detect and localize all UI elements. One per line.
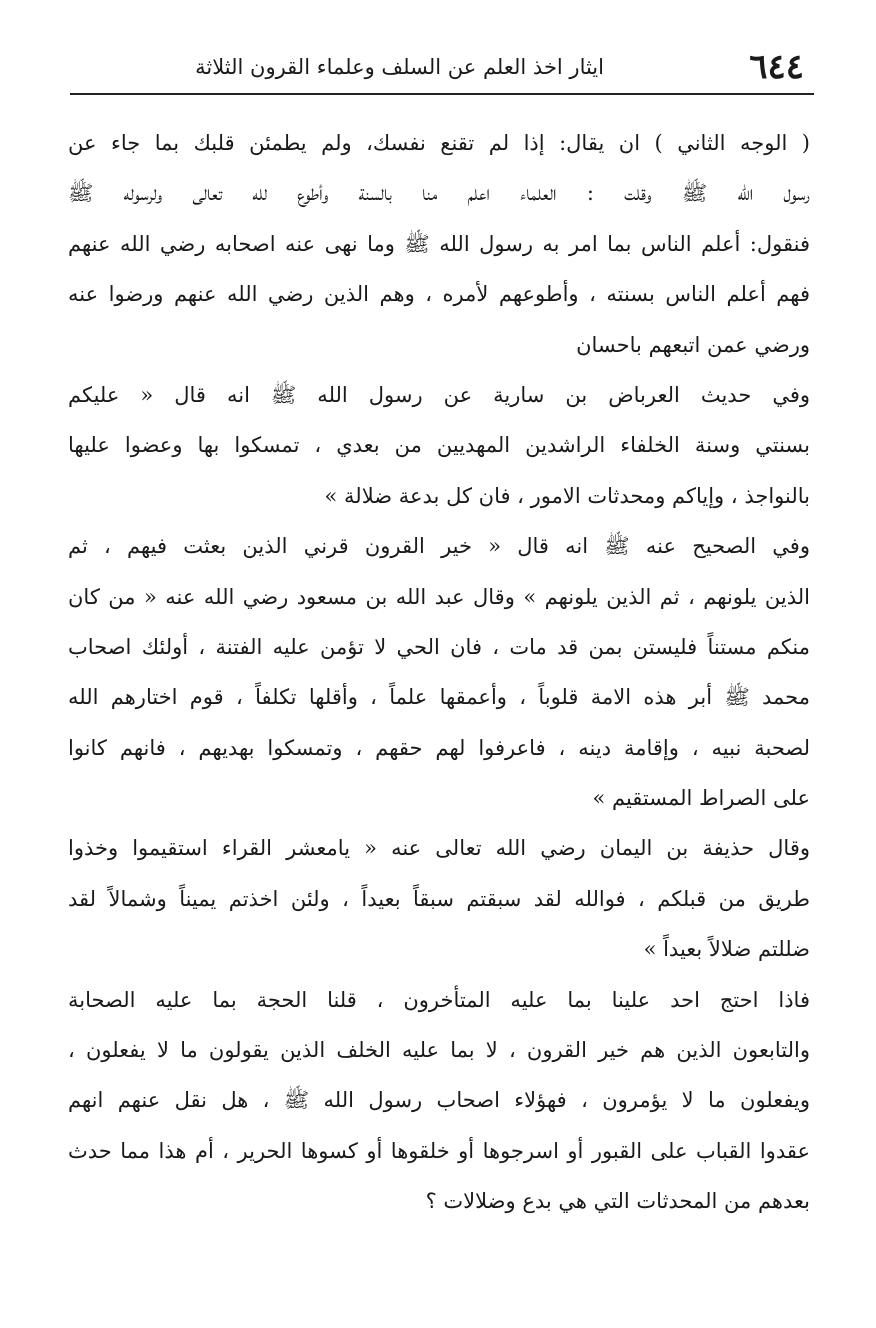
text-line: منكم مستناً فليستن بمن قد مات ، فان الحي لا تؤمن عليه الفتنة ، أولئك اصحاب	[68, 634, 810, 659]
running-title: ايثار اخذ العلم عن السلف وعلماء القرون الثلاثة	[195, 55, 604, 79]
text-line: ويفعلون ما لا يؤمرون ، فهؤلاء اصحاب رسول الله ﷺ ، هل نقل عنهم انهم	[68, 1088, 810, 1113]
text-line: بعدهم من المحدثات التي هي بدع وضلالات ؟	[425, 1189, 810, 1214]
text-line: الذين يلونهم ، ثم الذين يلونهم » وقال عبد الله بن مسعود رضي الله عنه « من كان	[68, 584, 810, 609]
text-line: رسول الله ﷺ وقلت : العلماء اعلم منا بالسنة وأطوع لله تعالى ولرسوله ﷺ	[68, 181, 810, 206]
body-text	[68, 118, 810, 1227]
text-line: محمد ﷺ أبر هذه الامة قلوباً ، وأعمقها علماً ، وأقلها تكلفاً ، قوم اختارهم الله	[68, 685, 810, 710]
text-line: بسنتي وسنة الخلفاء الراشدين المهديين من بعدي ، تمسكوا بها وعضوا عليها	[68, 433, 810, 458]
text-line: ورضي عمن اتبعهم باحسان	[576, 332, 810, 357]
text-line: فاذا احتج احد علينا بما عليه المتأخرون ، قلنا الحجة بما عليه الصحابة	[68, 987, 810, 1012]
text-line: ضللتم ضلالاً بعيداً »	[643, 937, 810, 962]
text-line: طريق من قبلكم ، فوالله لقد سبقتم سبقاً بعيداً ، ولئن اخذتم يميناً وشمالاً لقد	[68, 886, 810, 911]
text-line: بالنواجذ ، وإياكم ومحدثات الامور ، فان كل بدعة ضلالة »	[324, 483, 810, 508]
text-line: وفي حديث العرباض بن سارية عن رسول الله ﷺ انه قال « عليكم	[68, 382, 810, 407]
text-line: والتابعون الذين هم خير القرون ، لا بما عليه الخلف الذين يقولون ما لا يفعلون ،	[68, 1038, 810, 1063]
text-line: وقال حذيفة بن اليمان رضي الله تعالى عنه « يامعشر القراء استقيموا وخذوا	[68, 836, 810, 861]
text-line: فنقول: أعلم الناس بما امر به رسول الله ﷺ وما نهى عنه اصحابه رضي الله عنهم	[68, 231, 810, 256]
page-number: ٦٤٤	[749, 47, 804, 87]
text-line: فهم أعلم الناس بسنته ، وأطوعهم لأمره ، وهم الذين رضي الله عنهم ورضوا عنه	[68, 282, 810, 307]
text-line: على الصراط المستقيم »	[592, 786, 810, 811]
text-line: عقدوا القباب على القبور أو اسرجوها أو خلقوها أو كسوها الحرير ، أم هذا مما حدث	[68, 1138, 810, 1163]
header-rule	[70, 93, 814, 95]
text-line: لصحبة نبيه ، وإقامة دينه ، فاعرفوا لهم حقهم ، وتمسكوا بهديهم ، فانهم كانوا	[68, 735, 810, 760]
text-line: وفي الصحيح عنه ﷺ انه قال « خير القرون قرني الذين بعثت فيهم ، ثم	[68, 534, 810, 559]
page-header	[72, 44, 814, 90]
text-line: ( الوجه الثاني ) ان يقال: إذا لم تقنع نفسك، ولم يطمئن قلبك بما جاء عن	[68, 131, 810, 155]
